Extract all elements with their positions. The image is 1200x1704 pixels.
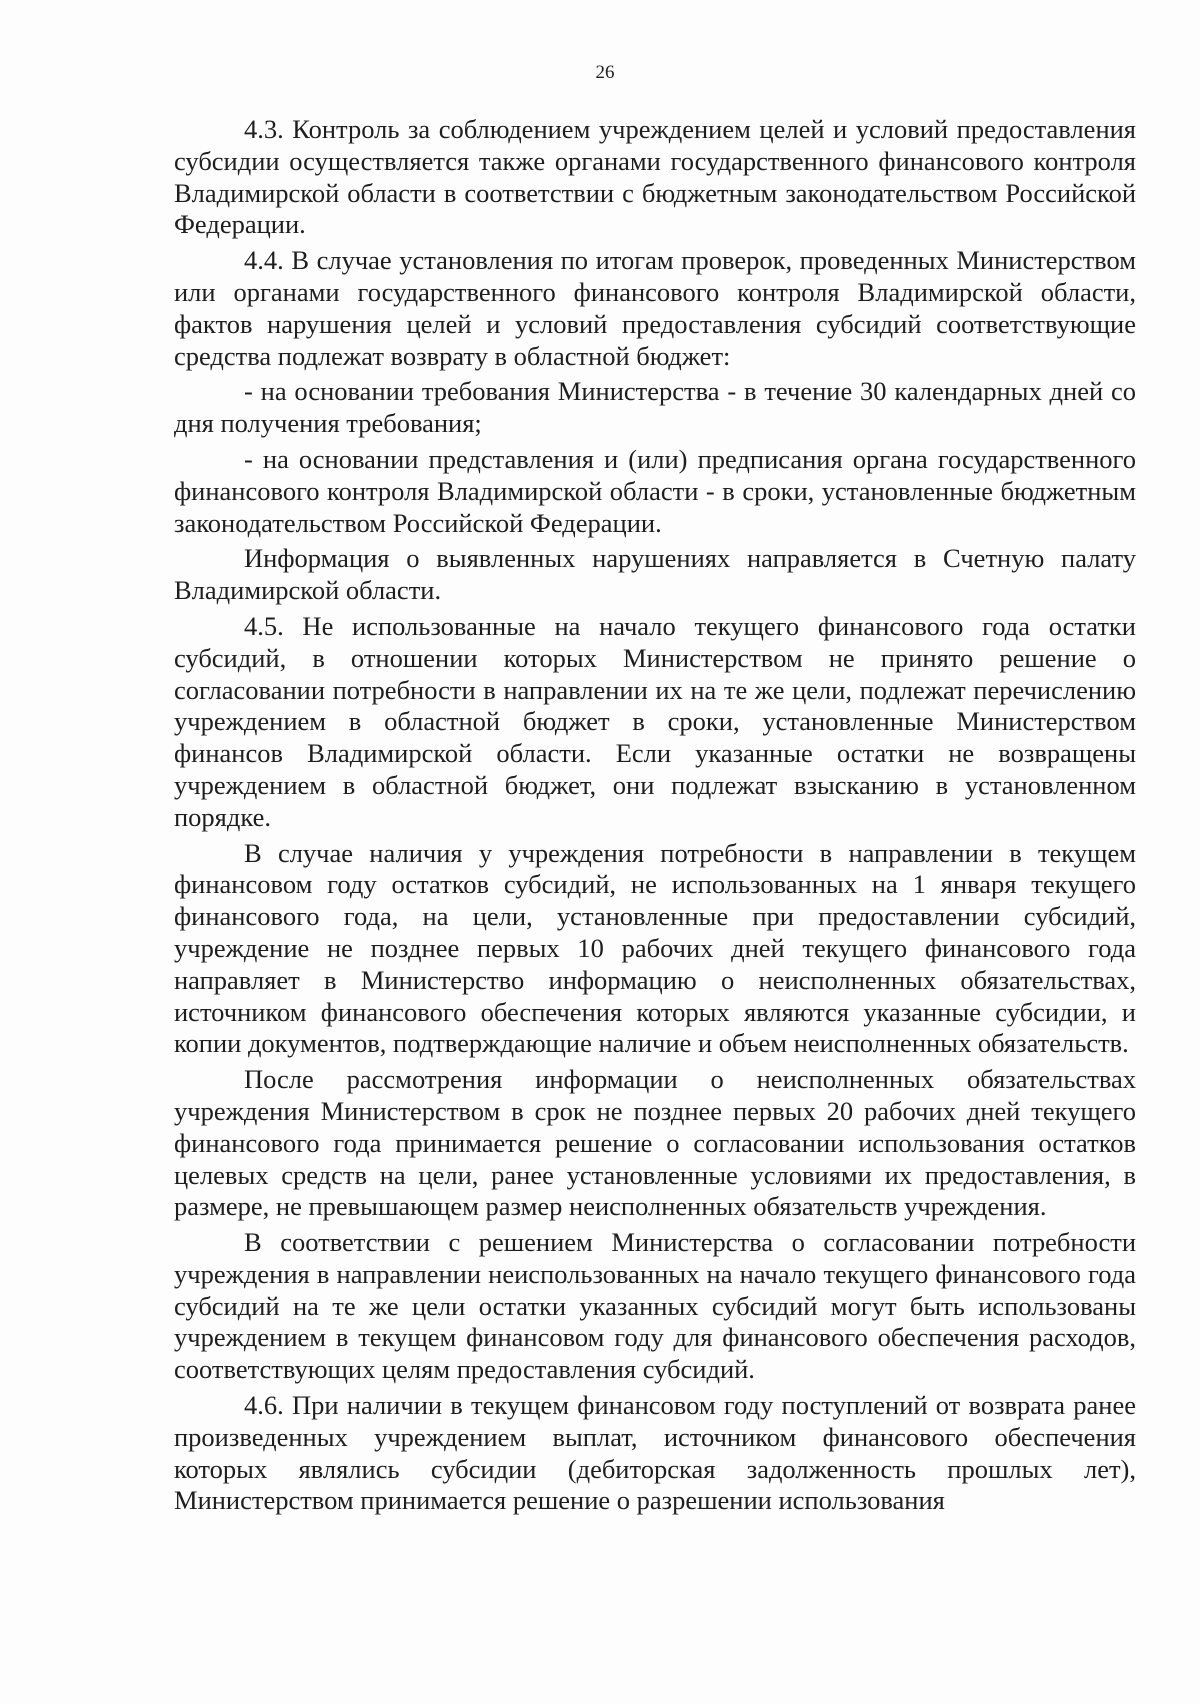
paragraph-ministry-decision: В соответствии с решением Министерства о согласовании потребности учреждения в направлении неиспользованных на начало текущего финансового года субсидий на те же цели остатки указанных субсидий могут быть использованы учреждением в текущем финансовом году для финансового обеспечения расходов, соответствующих целям предоставления субсидий. xyxy=(174,1227,1136,1385)
paragraph-4-6: 4.6. При наличии в текущем финансовом году поступлений от возврата ранее произведенных учреждением выплат, источником финансового обеспечения которых являлись субсидии (дебиторская задолженность прошлых лет), Министерством принимается решение о разрешении использования xyxy=(174,1390,1136,1516)
paragraph-4-3: 4.3. Контроль за соблюдением учреждением целей и условий предоставления субсидии осуществляется также органами государственного финансового контроля Владимирской области в соответствии с бюджетным законодательством Российской Федерации. xyxy=(174,114,1136,240)
document-body xyxy=(174,114,1136,1517)
paragraph-4-4-item-requirement: - на основании требования Министерства - в течение 30 календарных дней со дня получения требования; xyxy=(174,376,1136,439)
paragraph-remaining-balances-need: В случае наличия у учреждения потребности в направлении в текущем финансовом году остатков субсидий, не использованных на 1 января текущего финансового года, на цели, установленные при предоставлении субсидий, учреждение не позднее первых 10 рабочих дней текущего финансового года направляет в Министерство информацию о неисполненных обязательствах, источником финансового обеспечения которых являются указанные субсидии, и копии документов, подтверждающие наличие и объем неисполненных обязательств. xyxy=(174,837,1136,1059)
paragraph-violations-info: Информация о выявленных нарушениях направляется в Счетную палату Владимирской области. xyxy=(174,543,1136,606)
paragraph-after-review: После рассмотрения информации о неисполненных обязательствах учреждения Министерством в срок не позднее первых 20 рабочих дней текущего финансового года принимается решение о согласовании использования остатков целевых средств на цели, ранее установленные условиями их предоставления, в размере, не превышающем размер неисполненных обязательств учреждения. xyxy=(174,1064,1136,1222)
paragraph-4-4: 4.4. В случае установления по итогам проверок, проведенных Министерством или органами государственного финансового контроля Владимирской области, фактов нарушения целей и условий предоставления субсидий соответствующие средства подлежат возврату в областной бюджет: xyxy=(174,245,1136,371)
paragraph-4-4-item-submission: - на основании представления и (или) предписания органа государственного финансового контроля Владимирской области - в сроки, установленные бюджетным законодательством Российской Федерации. xyxy=(174,443,1136,538)
paragraph-4-5: 4.5. Не использованные на начало текущего финансового года остатки субсидий, в отношении которых Министерством не принято решение о согласовании потребности в направлении их на те же цели, подлежат перечислению учреждением в областной бюджет в сроки, установленные Министерством финансов Владимирской области. Если указанные остатки не возвращены учреждением в областной бюджет, они подлежат взысканию в установленном порядке. xyxy=(174,610,1136,832)
page-number: 26 xyxy=(595,62,615,83)
